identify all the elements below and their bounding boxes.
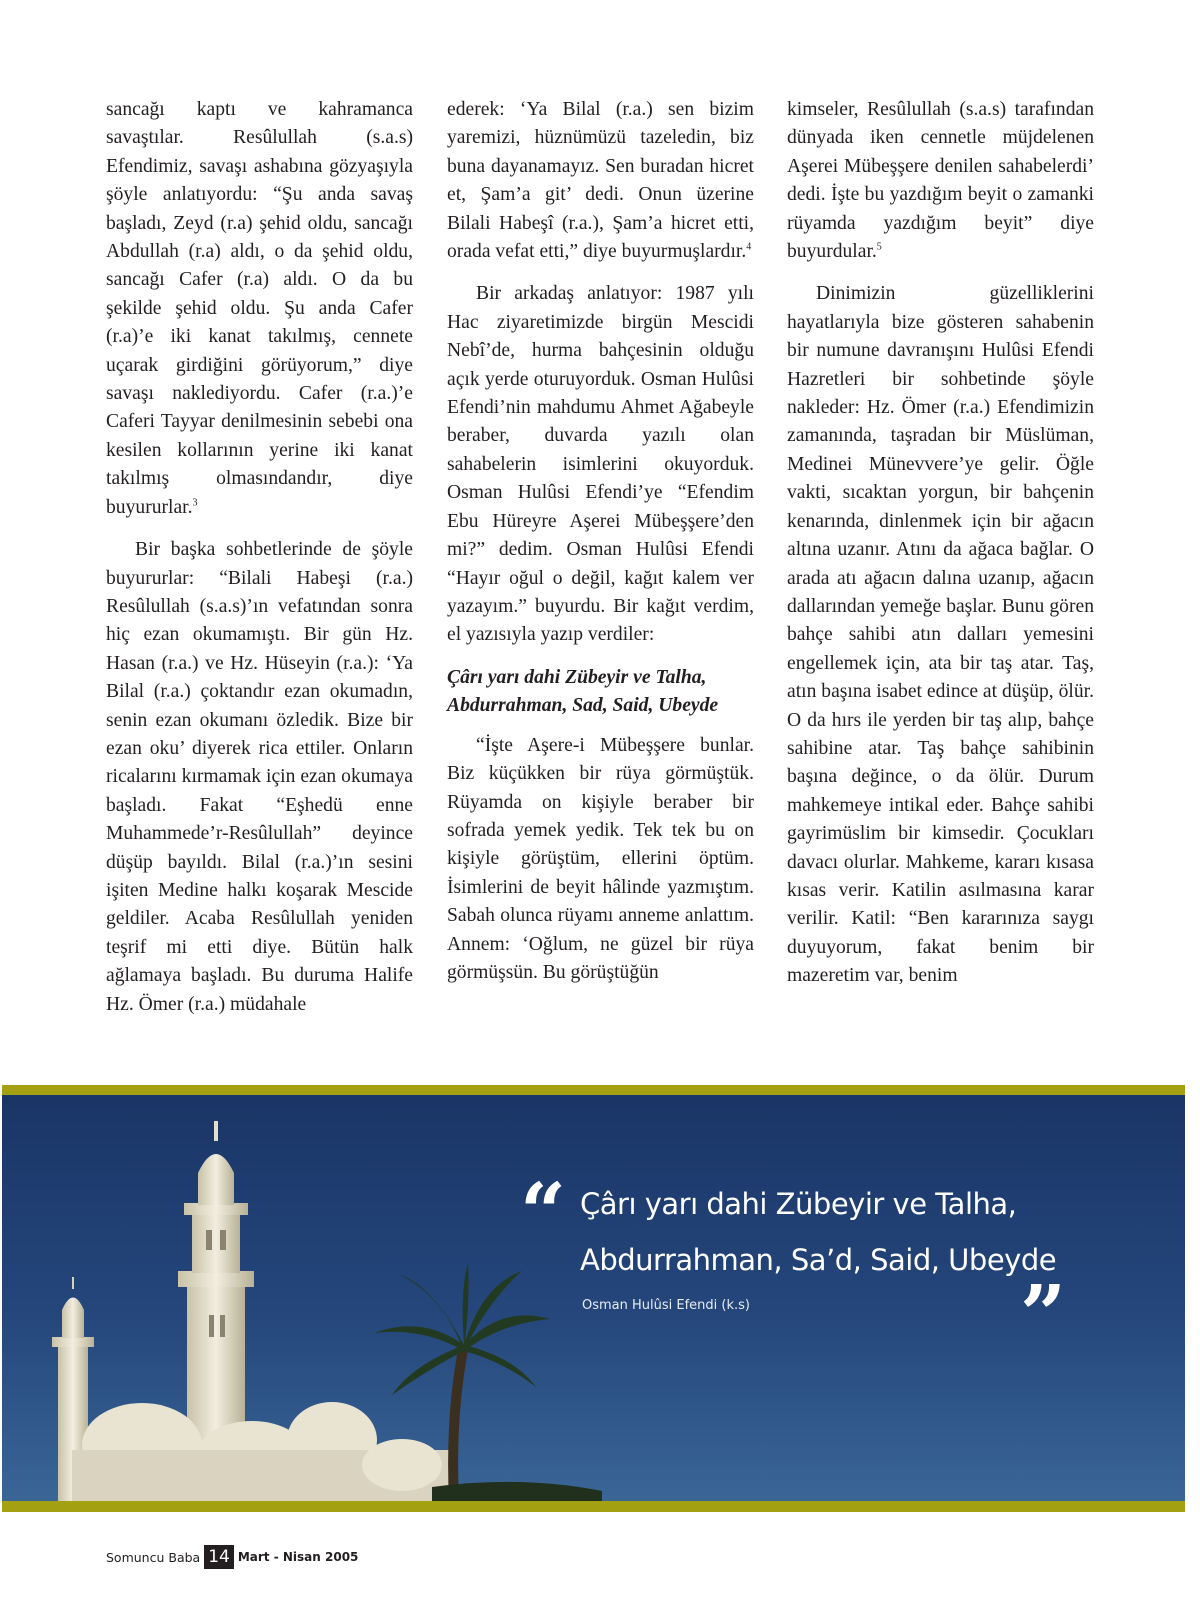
footnote-ref: 4 xyxy=(746,241,752,253)
footnote-ref: 3 xyxy=(192,497,198,509)
paragraph: “İşte Aşere-i Mübeşşere bunlar. Biz küçükken bir rüya görmüştük. Rüyamda on kişiyle beraber bir sofrada yemek yedik. Tek tek bu on kişiyle görüştüm, ellerini öptüm. İsimlerini de beyit hâlinde yazmıştım. Sabah olunca rüyamı anneme anlattım. Annem: ‘Oğlum, ne güzel bir rüya görmüşsün. Bu görüştüğün xyxy=(447,734,754,983)
magazine-name: Somuncu Baba xyxy=(106,1549,201,1565)
text-column-1 xyxy=(106,96,413,1019)
paragraph: Bir arkadaş anlatıyor: 1987 yılı Hac ziyaretimizde birgün Mescidi Nebî’de, hurma bahçesinin olduğu açık yerde oturuyorduk. Osman Hulûsi Efendi’nin mahdumu Ahmet Ağabeyle beraber, duvarda yazılı olan sahabelerin isimlerini okuyorduk. Osman Hulûsi Efendi’ye “Efendim Ebu Hüreyre Aşerei Mübeşşere’den mi?” dedim. Osman Hulûsi Efendi “Hayır oğul o değil, kağıt kalem ver yazayım.” buyurdu. Bir kağıt verdim, el yazısıyla yazıp verdiler: xyxy=(447,283,754,646)
quote-line-2: Abdurrahman, Sa’d, Said, Ubeyde xyxy=(580,1243,1057,1277)
text-column-2 xyxy=(447,96,754,987)
quote-line-1: Çârı yarı dahi Zübeyir ve Talha, xyxy=(580,1187,1017,1221)
paragraph: kimseler, Resûlullah (s.a.s) tarafından dünyada iken cennetle müjdelenen Aşerei Mübeşşere denilen sahabelerdi’ dedi. İşte bu yazdığım beyit o zamanki rüyamda yazdığım beyit” diye buyurdular.$^5$ xyxy=(787,99,1094,263)
paragraph: Bir başka sohbetlerinde de şöyle buyururlar: “Bilali Habeşi (r.a.) Resûlullah (s.a.s)’ın vefatından sonra hiç ezan okumamıştı. Bir gün Hz. Hasan (r.a.) ve Hz. Hüseyin (r.a.): ‘Ya Bilal (r.a.) çoktandır ezan okumadın, senin ezan okumanı özledik. Bize bir ezan oku’ diyerek rica ettiler. Onların ricalarını kırmamak için ezan okumaya başladı. Fakat “Eşhedü enne Muhammede’r-Resûlullah” deyince düşüp bayıldı. Bilal (r.a.)’ın sesini işiten Medine halkı koşarak Mescide geldiler. Acaba Resûlullah yeniden teşrif mi etti diye. Bütün halk ağlamaya başladı. Bu duruma Halife Hz. Ömer (r.a.) müdahale xyxy=(106,539,413,1015)
quote-attribution: Osman Hulûsi Efendi (k.s) xyxy=(582,1298,750,1313)
paragraph: sancağı kaptı ve kahramanca savaştılar. Resûlullah (s.a.s) Efendimiz, savaşı ashabına gözyaşıyla şöyle anlatıyordu: “Şu anda savaş başladı, Zeyd (r.a) şehid oldu, sancağı Abdullah (r.a) aldı, o da şehid oldu, sancağı Cafer (r.a) aldı. O da bu şekilde şehid oldu. Şu anda Cafer (r.a)’e iki kanat takılmış, cennete uçarak girdiğini görüyorum,” diye savaşı naklediyordu. Cafer (r.a.)’e Caferi Tayyar denilmesinin sebebi ona kesilen kollarının yerine iki kanat takılmış olmasındandır, diye buyururlar.$^3$ xyxy=(106,99,413,518)
paragraph: ederek: ‘Ya Bilal (r.a.) sen bizim yaremizi, hüznümüzü tazeledin, biz buna dayanamayız. Sen buradan hicret et, Şam’a git’ dedi. Onun üzerine Bilali Habeşî (r.a.), Şam’a hicret etti, orada vefat etti,” diye buyurmuşlardır.$^4$ xyxy=(447,99,754,263)
close-quote-mark: ” xyxy=(1020,1267,1067,1361)
verse-heading: Çârı yarı dahi Zübeyir ve Talha, Abdurrahman, Sad, Said, Ubeyde xyxy=(447,666,719,716)
page-footer xyxy=(106,1545,358,1569)
open-quote-mark: “ xyxy=(520,1165,567,1259)
text-column-3 xyxy=(787,96,1094,991)
paragraph: Dinimizin güzelliklerini hayatlarıyla bize gösteren sahabenin bir numune davranışını Hulûsi Efendi Hazretleri bir sohbetinde şöyle nakleder: Hz. Ömer (r.a.) Efendimizin zamanında, taşradan bir Müslüman, Medinei Münevvere’ye gelir. Öğle vakti, sıcaktan yorgun, bir bahçenin kenarında, dinlenmek için bir ağacın altına uzanır. Atını da ağaca bağlar. O arada atı ağacın dalına uzanıp, ağacın dallarından yemeğe başlar. Bunu gören bahçe sahibi atın dalları yemesini engellemek için, ata bir taş atar. Taş, atın başına isabet edince at düşüp, ölür. O da hırs ile yerden bir taş alıp, bahçe sahibine atar. Taş bahçe sahibinin başına değince, o da ölür. Durum mahkemeye intikal eder. Bahçe sahibi gayrimüslim bir kimsedir. Çocukları davacı olurlar. Mahkeme, kararı kısasa kısas verir. Katilin asılmasına karar verilir. Katil: “Ben kararınıza saygı duyuyorum, fakat benim bir mazeretim var, benim xyxy=(787,283,1094,987)
issue-date: Mart - Nisan 2005 xyxy=(237,1550,359,1564)
footnote-ref: 5 xyxy=(876,241,882,253)
page-number: 14 xyxy=(204,1545,234,1569)
